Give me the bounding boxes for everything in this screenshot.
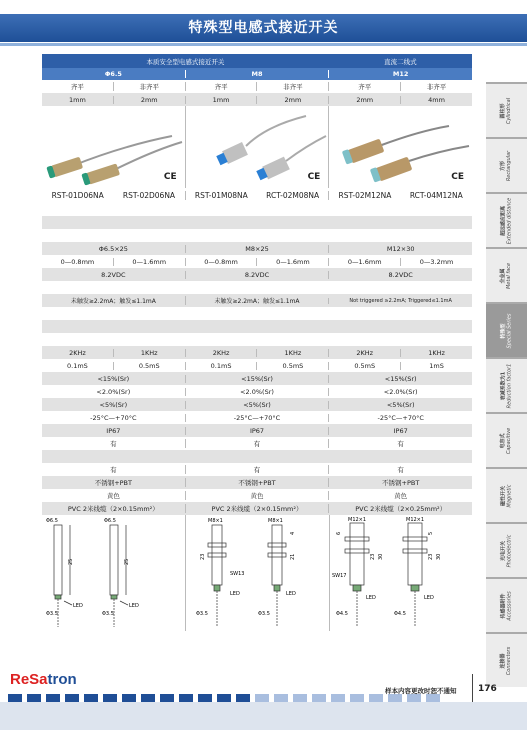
sidebar-item-metal-face[interactable] bbox=[486, 247, 527, 302]
temp-cell: -25°C—+70°C bbox=[185, 414, 329, 422]
page-number: 176 bbox=[478, 684, 497, 694]
photo-cell bbox=[328, 106, 472, 188]
spec2-row bbox=[42, 385, 472, 398]
spec-cell: <15%(Sr) bbox=[97, 374, 130, 383]
spec-cell: <2.0%(Sr) bbox=[185, 388, 329, 396]
you-cell: 有 bbox=[328, 465, 472, 474]
size-cell: M8 bbox=[185, 70, 329, 78]
dimension-drawing-d65 bbox=[42, 515, 185, 631]
mount-cell: 齐平 bbox=[70, 83, 84, 91]
distance-row bbox=[42, 93, 472, 106]
sidebar-item-special[interactable] bbox=[486, 302, 527, 357]
sidebar-item-label: 方形 bbox=[500, 160, 507, 171]
cable-cell: PVC 2米线缆（2×0.15mm²） bbox=[185, 504, 329, 513]
ip-cell: IP67 bbox=[185, 427, 329, 435]
current-cell: 未触发≥2.2mA；触发≤1.1mA bbox=[185, 296, 329, 305]
sidebar-item-label: Extended distance bbox=[506, 197, 513, 244]
page-header bbox=[0, 14, 527, 42]
sidebar-item-label: 传感器附件 bbox=[500, 592, 507, 619]
size-cell: M12 bbox=[328, 70, 472, 78]
resp-cell: 1mS bbox=[400, 362, 472, 370]
material-cell: 不锈钢+PBT bbox=[94, 479, 132, 487]
mount-cell: 齐平 bbox=[328, 82, 400, 91]
freq-cell: 1KHz bbox=[400, 349, 472, 357]
model-name: RST-01M08NA bbox=[194, 191, 248, 200]
material-row bbox=[42, 476, 472, 489]
range-cell: 0—0.8mm bbox=[185, 258, 257, 266]
freq-cell: 1KHz bbox=[113, 349, 185, 357]
mount-cell: 非齐平 bbox=[256, 82, 328, 91]
spec-cell: <5%(Sr) bbox=[328, 401, 472, 409]
spec-cell: <2.0%(Sr) bbox=[328, 388, 472, 396]
current-cell: Not triggered ≥2.2mA; Triggered≤1.1mA bbox=[328, 298, 472, 304]
you-cell: 有 bbox=[185, 465, 329, 474]
diameter-label: Φ4.5 bbox=[336, 611, 348, 617]
sidebar-item-capacitive[interactable] bbox=[486, 412, 527, 467]
sidebar-item-label: Metal face bbox=[506, 262, 513, 289]
sidebar-item-label: 连接器 bbox=[500, 653, 507, 669]
length-label: 25 bbox=[68, 558, 74, 565]
you-row bbox=[42, 463, 472, 476]
blank-row bbox=[42, 281, 472, 294]
diameter-label: Φ3.5 bbox=[196, 611, 208, 617]
ce-mark: CE bbox=[163, 172, 177, 182]
model-name: RST-01D06NA bbox=[51, 191, 104, 200]
mount-cell: 非齐平 bbox=[113, 82, 185, 91]
led-label: LED bbox=[286, 591, 296, 597]
category-sidebar bbox=[486, 82, 527, 687]
sidebar-item-connectors[interactable] bbox=[486, 632, 527, 687]
sidebar-item-label: Capacitive bbox=[506, 427, 513, 454]
sidebar-item-label: 衰减系数为1 bbox=[500, 371, 507, 400]
drawing-cell bbox=[42, 515, 185, 631]
dims-cell: M12×30 bbox=[328, 245, 472, 253]
distance-cell: 2mm bbox=[113, 96, 185, 104]
you-cell: 有 bbox=[328, 439, 472, 448]
diameter-label: Φ6.5 bbox=[104, 518, 116, 524]
length-label: 30 bbox=[436, 553, 442, 560]
models-cell bbox=[328, 191, 472, 200]
current-row bbox=[42, 294, 472, 307]
range-cell: 0—1.6mm bbox=[113, 258, 185, 266]
led-label: LED bbox=[366, 595, 376, 601]
blank-row bbox=[42, 333, 472, 346]
sidebar-item-label: Reduction factor1 bbox=[506, 363, 513, 408]
length-label: 25 bbox=[124, 558, 130, 565]
sidebar-item-label: Special Series bbox=[506, 313, 513, 348]
temp-cell: -25°C—+70°C bbox=[328, 414, 472, 422]
sidebar-item-label: 光电开关 bbox=[500, 540, 507, 561]
range-cell: 0—1.6mm bbox=[328, 258, 400, 266]
length-label: 23 bbox=[200, 553, 206, 560]
sidebar-item-photoelectric[interactable] bbox=[486, 522, 527, 577]
model-name: RCT-02M08NA bbox=[266, 191, 320, 200]
model-name: RCT-04M12NA bbox=[409, 191, 463, 200]
led-label: LED bbox=[424, 595, 434, 601]
freq-row bbox=[42, 346, 472, 359]
sidebar-item-accessories[interactable] bbox=[486, 577, 527, 632]
voltage-cell: 8.2VDC bbox=[328, 271, 472, 279]
you-cell: 有 bbox=[185, 439, 329, 448]
sidebar-item-label: Rectangular bbox=[506, 150, 513, 181]
length-label: 23 bbox=[428, 553, 434, 560]
range-cell: 0—0.8mm bbox=[60, 257, 95, 266]
blank-row bbox=[42, 216, 472, 229]
led-label: LED bbox=[129, 603, 139, 609]
ce-mark: CE bbox=[307, 172, 321, 182]
drawing-cell bbox=[329, 515, 473, 631]
range-cell: 0—1.6mm bbox=[256, 258, 328, 266]
product-photos bbox=[42, 106, 472, 188]
mount-cell: 齐平 bbox=[185, 82, 257, 91]
color-cell: 黄色 bbox=[328, 491, 472, 500]
freq-cell: 2KHz bbox=[69, 348, 86, 357]
size-cell: Φ6.5 bbox=[104, 70, 122, 78]
freq-cell: 1KHz bbox=[256, 349, 328, 357]
material-cell: 不锈钢+PBT bbox=[185, 478, 329, 487]
diameter-label: Φ3.5 bbox=[46, 611, 58, 617]
temp-cell: -25°C—+70°C bbox=[90, 413, 137, 422]
diameter-label: Φ6.5 bbox=[46, 518, 58, 524]
voltage-cell: 8.2VDC bbox=[101, 270, 126, 279]
page-title: 特殊型电感式接近开关 bbox=[188, 20, 339, 36]
length-label: 21 bbox=[290, 553, 296, 560]
drawings-row bbox=[42, 515, 472, 631]
distance-cell: 1mm bbox=[69, 95, 86, 104]
voltage-row bbox=[42, 268, 472, 281]
sidebar-item-label: Connectors bbox=[506, 646, 513, 675]
dims-cell: Φ6.5×25 bbox=[98, 244, 128, 253]
model-name: RST-02M12NA bbox=[338, 191, 392, 200]
spec1-row bbox=[42, 372, 472, 385]
length-label: 4 bbox=[290, 531, 296, 535]
color-cell: 黄色 bbox=[106, 492, 120, 500]
resp-cell: 0.5mS bbox=[113, 362, 185, 370]
sidebar-item-extended[interactable] bbox=[486, 192, 527, 247]
material-cell: 不锈钢+PBT bbox=[328, 478, 472, 487]
dims-cell: M8×25 bbox=[185, 245, 329, 253]
ip-cell: IP67 bbox=[106, 426, 121, 435]
color-cell: 黄色 bbox=[185, 491, 329, 500]
photo-cell bbox=[185, 106, 329, 188]
distance-cell: 4mm bbox=[400, 96, 472, 104]
resp-cell: 0.1mS bbox=[185, 362, 257, 370]
sidebar-item-label: 全金属 bbox=[500, 267, 507, 284]
cable-cell: PVC 2米线缆（2×0.25mm²） bbox=[328, 504, 472, 513]
distance-cell: 2mm bbox=[256, 96, 328, 104]
brand-logo bbox=[10, 671, 77, 688]
sidebar-item-label: Photoelectric bbox=[506, 534, 513, 567]
mount-cell: 非齐平 bbox=[400, 82, 472, 91]
model-name: RST-02D06NA bbox=[122, 191, 176, 200]
length-label: 6 bbox=[336, 531, 342, 535]
thread-label: M12×1 bbox=[406, 517, 425, 523]
current-cell: 未触发≥2.2mA；触发≤1.1mA bbox=[70, 298, 156, 305]
diameter-label: Φ3.5 bbox=[258, 611, 270, 617]
notice-text: 样本内容更改时恕不通知 bbox=[385, 687, 457, 695]
length-label: 30 bbox=[378, 553, 384, 560]
spec-table bbox=[42, 54, 472, 631]
sidebar-item-rectangular[interactable] bbox=[486, 137, 527, 192]
blank-row bbox=[42, 307, 472, 320]
cable-row bbox=[42, 502, 472, 515]
bottom-band bbox=[0, 702, 527, 730]
group-row bbox=[42, 54, 472, 68]
mount-row bbox=[42, 80, 472, 93]
thread-label: M8×1 bbox=[268, 518, 283, 524]
resp-cell: 0.1mS bbox=[67, 361, 88, 370]
you-cell: 有 bbox=[110, 466, 117, 474]
dimension-drawing-m12 bbox=[330, 515, 473, 631]
diameter-label: Φ4.5 bbox=[394, 611, 406, 617]
ip-row bbox=[42, 424, 472, 437]
photo-cell bbox=[42, 106, 185, 188]
length-label: 23 bbox=[370, 553, 376, 560]
sidebar-item-label: 超远感应距离 bbox=[500, 205, 507, 236]
length-label: 5 bbox=[428, 531, 434, 535]
header-stripe bbox=[0, 43, 527, 46]
thread-label: M12×1 bbox=[348, 517, 367, 523]
range-row bbox=[42, 255, 472, 268]
models-cell bbox=[42, 191, 185, 200]
sidebar-item-label: Magnetic bbox=[506, 484, 513, 507]
size-row bbox=[42, 68, 472, 80]
cable-cell: PVC 2米线缆（2×0.15mm²） bbox=[67, 505, 159, 513]
resp-cell: 0.5mS bbox=[328, 362, 400, 370]
ce-mark: CE bbox=[451, 172, 465, 182]
freq-cell: 2KHz bbox=[185, 349, 257, 357]
sidebar-item-reduction[interactable] bbox=[486, 357, 527, 412]
sidebar-item-cylindrical[interactable] bbox=[486, 82, 527, 137]
sidebar-item-label: 磁性开关 bbox=[500, 485, 507, 506]
wrench-label: SW13 bbox=[230, 571, 245, 577]
spec-cell: <5%(Sr) bbox=[99, 400, 128, 409]
sidebar-item-label: 圆柱形 bbox=[500, 103, 507, 119]
sidebar-item-label: Accessories bbox=[506, 590, 513, 621]
group-a: 本质安全型电感式接近开关 bbox=[146, 57, 225, 66]
sidebar-item-label: 特殊型 bbox=[500, 322, 507, 339]
distance-cell: 2mm bbox=[328, 96, 400, 104]
spec-cell: <15%(Sr) bbox=[185, 375, 329, 383]
led-label: LED bbox=[73, 603, 83, 609]
blank-row bbox=[42, 450, 472, 463]
color-row bbox=[42, 489, 472, 502]
brand-logo-part: ReSa bbox=[10, 671, 48, 688]
you-cell: 有 bbox=[110, 440, 117, 448]
voltage-cell: 8.2VDC bbox=[185, 271, 329, 279]
divider bbox=[472, 674, 473, 704]
ip-cell: IP67 bbox=[328, 427, 472, 435]
spec-cell: <5%(Sr) bbox=[185, 401, 329, 409]
freq-cell: 2KHz bbox=[328, 349, 400, 357]
spec-cell: <2.0%(Sr) bbox=[96, 387, 131, 396]
diameter-label: Φ3.5 bbox=[102, 611, 114, 617]
temp-row bbox=[42, 411, 472, 424]
models-cell bbox=[185, 191, 329, 200]
sidebar-item-label: 电容式 bbox=[500, 432, 507, 449]
range-cell: 0—3.2mm bbox=[400, 258, 472, 266]
sidebar-item-magnetic[interactable] bbox=[486, 467, 527, 522]
you-row bbox=[42, 437, 472, 450]
blank-row bbox=[42, 320, 472, 333]
spec-cell: <15%(Sr) bbox=[328, 375, 472, 383]
wrench-label: SW17 bbox=[332, 573, 347, 579]
led-label: LED bbox=[230, 591, 240, 597]
group-b: 直流二线式 bbox=[384, 57, 417, 66]
resp-cell: 0.5mS bbox=[256, 362, 328, 370]
blank-row bbox=[42, 229, 472, 242]
sidebar-item-label: Cylindrical bbox=[506, 97, 513, 124]
resp-row bbox=[42, 359, 472, 372]
models-row bbox=[42, 188, 472, 203]
dimension-drawing-m8 bbox=[186, 515, 329, 631]
spec3-row bbox=[42, 398, 472, 411]
drawing-cell bbox=[185, 515, 329, 631]
thread-label: M8×1 bbox=[208, 518, 223, 524]
distance-cell: 1mm bbox=[185, 96, 257, 104]
dims-row bbox=[42, 242, 472, 255]
brand-logo-part: tron bbox=[47, 671, 77, 688]
blank-row bbox=[42, 203, 472, 216]
